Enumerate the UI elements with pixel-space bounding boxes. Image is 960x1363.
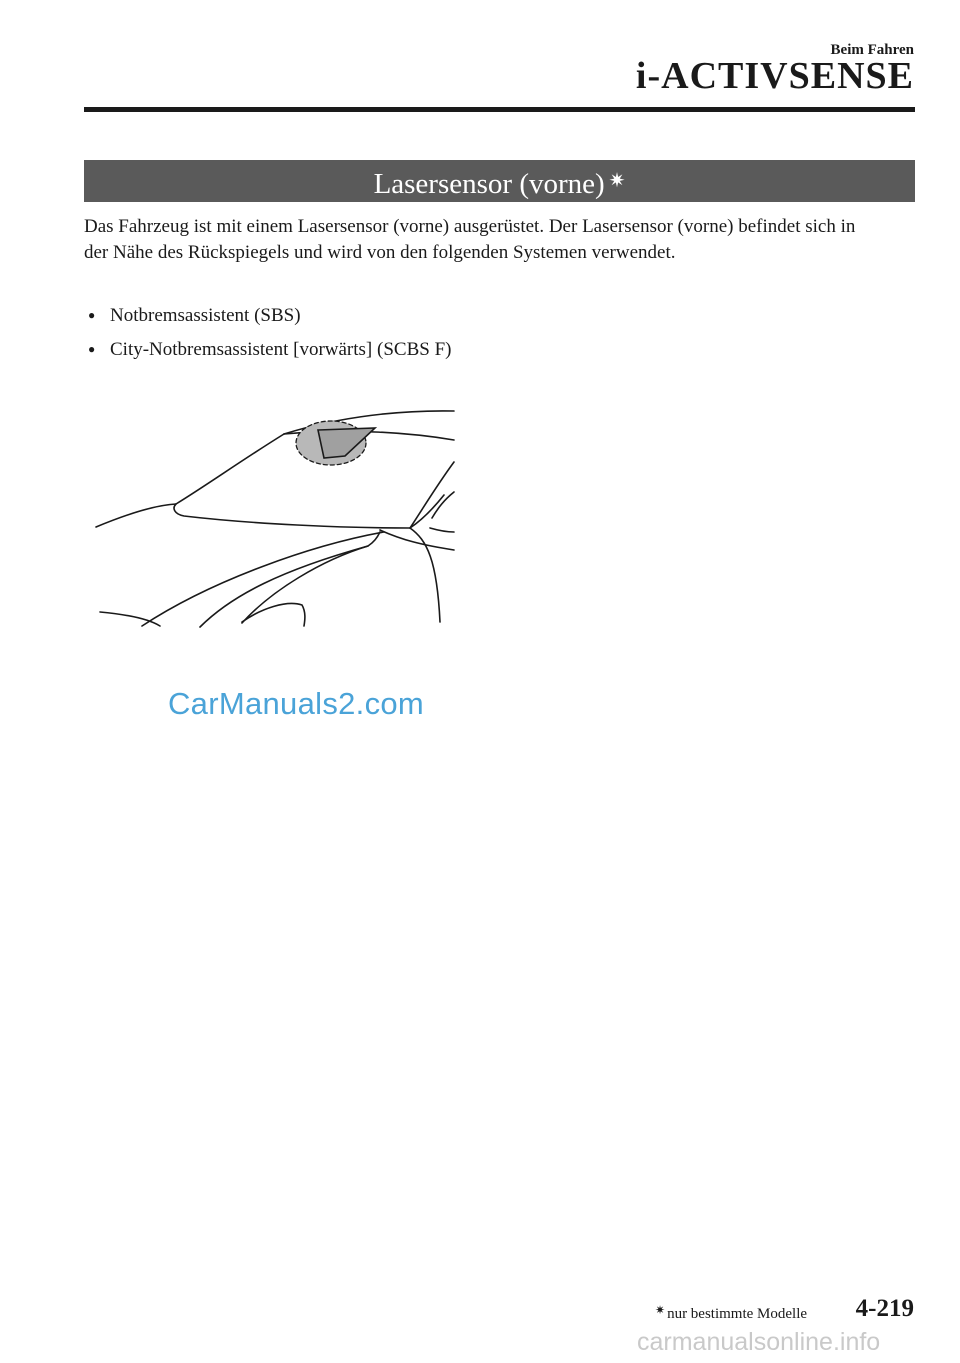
footnote-text: nur bestimmte Modelle [667,1306,808,1322]
list-item [84,336,451,370]
star-icon: ✷ [608,170,626,192]
topic-banner [84,160,915,202]
footnote [655,1303,807,1323]
windshield-laser-sensor-illustration [92,400,462,635]
list-item-text: City-Notbremsassistent [vorwärts] (SCBS F) [110,339,452,360]
star-icon: ✷ [655,1303,666,1317]
list-item-text: Notbremsassistent (SBS) [110,305,301,326]
list-item [84,302,451,336]
bullet-icon: ● [88,342,96,356]
watermark-logo: CarManuals2.com [168,686,425,721]
chapter-label: Beim Fahren [830,42,914,58]
system-list [84,302,451,370]
topic-title: Lasersensor (vorne) [373,168,605,200]
section-title: i-ACTIVSENSE [635,55,914,97]
header-rule [84,107,915,112]
page-number: 4-219 [855,1295,914,1322]
bullet-icon: ● [88,308,96,322]
intro-paragraph: Das Fahrzeug ist mit einem Lasersensor (vorne) ausgerüstet. Der Lasersensor (vorne) befindet sich in der Nähe des Rückspiegels und wird von den folgenden Systemen verwendet. [84,216,856,263]
footer-watermark: carmanualsonline.info [637,1328,881,1356]
